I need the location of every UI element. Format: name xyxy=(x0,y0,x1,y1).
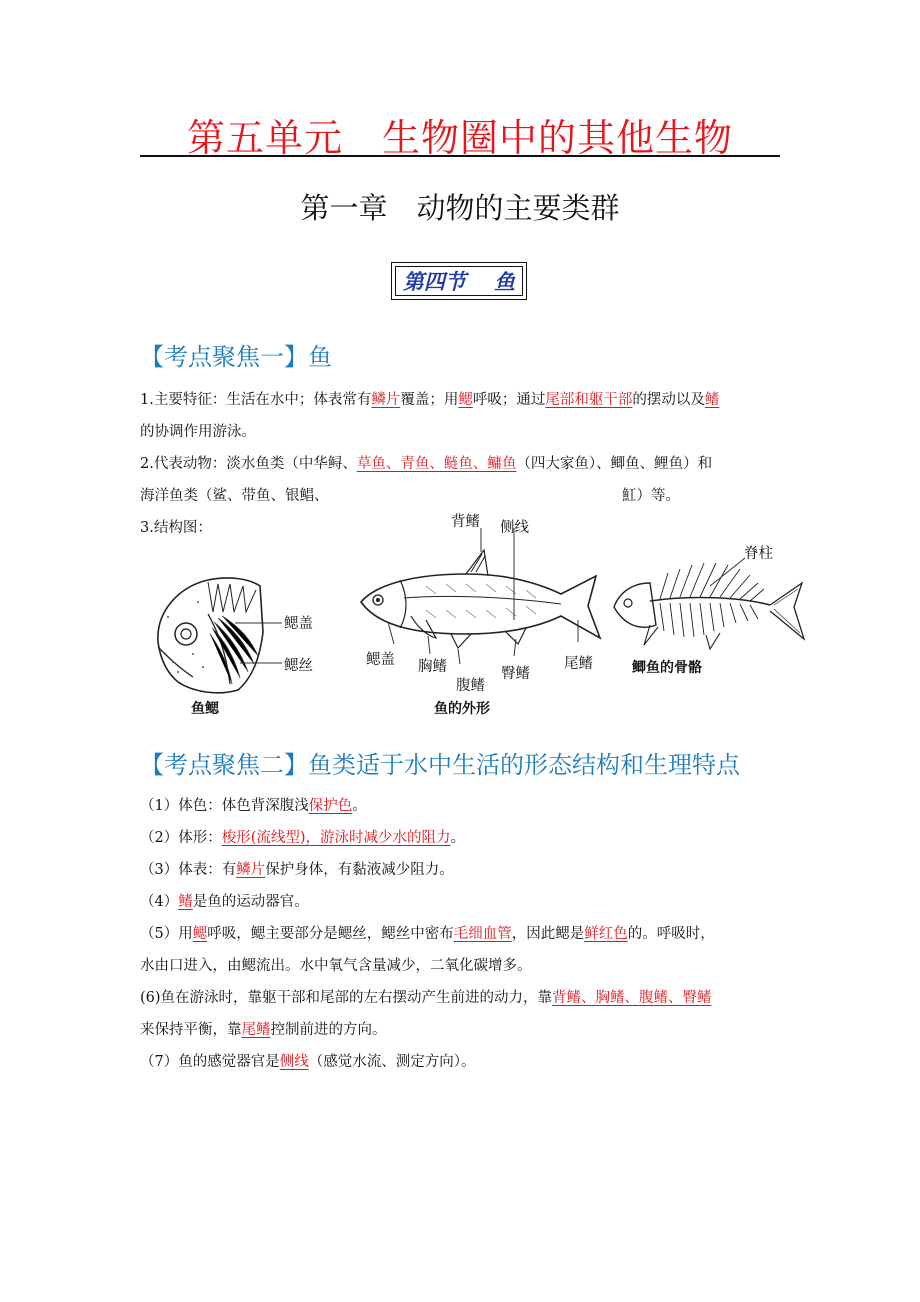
text: （4） xyxy=(140,894,179,910)
answer: 保护色 xyxy=(308,798,353,814)
focus1-heading: 【考点聚焦一】鱼 xyxy=(140,343,332,371)
text: 。 xyxy=(450,830,466,846)
label-gill-cover: 鳃盖 xyxy=(284,616,313,632)
text: （感觉水流、测定方向）。 xyxy=(308,1054,476,1070)
focus2-item2 xyxy=(140,822,790,854)
label-tail-fin: 尾鳍 xyxy=(564,656,593,672)
focus1-point1 xyxy=(140,384,790,448)
section-title: 第四节 鱼 xyxy=(395,266,523,296)
text: （1）体色：体色背深腹浅 xyxy=(140,798,309,814)
text: 的。呼吸时， xyxy=(627,926,715,942)
text: 1.主要特征：生活在水中；体表常有 xyxy=(140,392,372,408)
text: 覆盖；用 xyxy=(400,392,459,408)
answer: 鳃 xyxy=(458,392,473,408)
text: （四大家鱼）、鲫鱼、鲤鱼）和 xyxy=(516,456,713,472)
text: （3）体表：有 xyxy=(140,862,237,878)
answer: 尾部和躯干部 xyxy=(545,392,633,408)
fish-body-label-lines xyxy=(356,524,606,664)
text: （5）用 xyxy=(140,926,193,942)
text: 保护身体，有黏液减少阻力。 xyxy=(265,862,454,878)
label-lateral-line: 侧线 xyxy=(500,520,529,536)
text: 海洋鱼类（鲨、带鱼、银鲳、 xyxy=(140,488,329,504)
answer: 鳞片 xyxy=(371,392,401,408)
text: （7）鱼的感觉器官是 xyxy=(140,1054,280,1070)
text: 2.代表动物：淡水鱼类（中华鲟、 xyxy=(140,456,357,472)
label-dorsal-fin: 背鳍 xyxy=(451,514,480,530)
focus2-item6 xyxy=(140,982,790,1046)
caption-gill: 鱼鳃 xyxy=(191,701,219,717)
text: 控制前进的方向。 xyxy=(270,1022,387,1038)
focus2-item1 xyxy=(140,790,790,822)
text: ，因此鳃是 xyxy=(511,926,585,942)
text: 的协调作用游泳。 xyxy=(140,424,256,440)
text: 魟）等。 xyxy=(622,488,680,504)
answer: 鳍 xyxy=(178,894,193,910)
focus1-point3: 3.结构图： xyxy=(140,520,212,536)
focus2-item7 xyxy=(140,1046,790,1078)
label-gill-filament: 鳃丝 xyxy=(284,658,313,674)
label-pelvic-fin: 腹鳍 xyxy=(456,678,485,694)
focus1-point2-line2 xyxy=(140,480,540,512)
focus1-point2-line2-end xyxy=(622,480,772,512)
answer: 草鱼、青鱼、鲢鱼、鳙鱼 xyxy=(356,456,517,472)
answer: 梭形(流线型)，游泳时减少水的阻力 xyxy=(221,830,451,846)
answer: 侧线 xyxy=(279,1054,309,1070)
text: 呼吸；通过 xyxy=(472,392,546,408)
label-anal-fin: 臀鳍 xyxy=(501,666,530,682)
answer: 鳞片 xyxy=(236,862,266,878)
label-gill-cover-body: 鳃盖 xyxy=(366,652,395,668)
answer: 鲜红色 xyxy=(584,926,628,942)
caption-fish-body: 鱼的外形 xyxy=(434,701,490,717)
text: 。 xyxy=(352,798,367,814)
section-title-box xyxy=(391,262,527,300)
label-spine: 脊柱 xyxy=(744,546,773,562)
gill-label-lines xyxy=(230,605,290,675)
chapter-title: 第一章 动物的主要类群 xyxy=(300,191,620,225)
text: 水由口进入，由鳃流出。水中氧气含量减少，二氧化碳增多。 xyxy=(140,958,532,974)
unit-title-underline xyxy=(140,155,780,157)
text: 是鱼的运动器官。 xyxy=(192,894,309,910)
answer: 毛细血管 xyxy=(453,926,512,942)
focus1-point2 xyxy=(140,448,790,480)
focus2-item3 xyxy=(140,854,790,886)
text: 来保持平衡，靠 xyxy=(140,1022,242,1038)
answer: 鳍 xyxy=(704,392,720,408)
text: (6)鱼在游泳时，靠躯干部和尾部的左右摆动产生前进的动力，靠 xyxy=(140,990,553,1006)
answer: 尾鳍 xyxy=(241,1022,271,1038)
text: 的摆动以及 xyxy=(632,392,705,408)
unit-title: 第五单元 生物圈中的其他生物 xyxy=(186,116,733,160)
label-pectoral-fin: 胸鳍 xyxy=(418,659,447,675)
focus2-item5 xyxy=(140,918,790,982)
focus2-heading: 【考点聚焦二】鱼类适于水中生活的形态结构和生理特点 xyxy=(140,751,740,779)
caption-skeleton: 鲫鱼的骨骼 xyxy=(632,660,702,676)
text: （2）体形： xyxy=(140,830,222,846)
answer: 背鳍、胸鳍、腹鳍、臀鳍 xyxy=(552,990,712,1006)
answer: 鳃 xyxy=(192,926,208,942)
focus2-item4 xyxy=(140,886,790,918)
text: 呼吸，鳃主要部分是鳃丝，鳃丝中密布 xyxy=(207,926,454,942)
